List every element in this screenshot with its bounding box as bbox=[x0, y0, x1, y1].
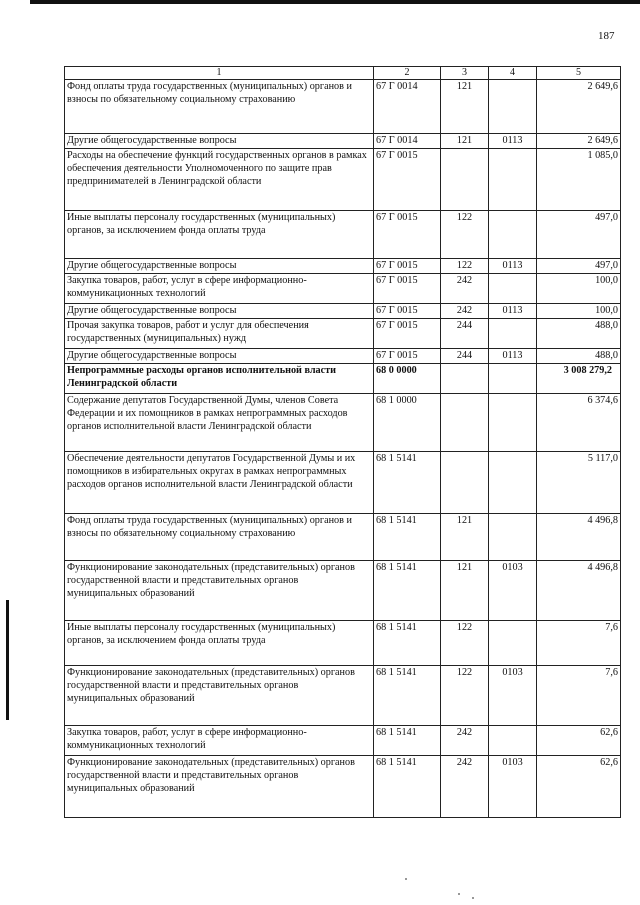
table-row bbox=[65, 134, 621, 149]
row-vr: 242 bbox=[441, 726, 489, 756]
row-amount: 4 496,8 bbox=[537, 561, 621, 621]
row-section bbox=[489, 274, 537, 304]
row-vr: 121 bbox=[441, 134, 489, 149]
row-amount: 3 008 279,2 bbox=[537, 364, 621, 394]
row-section bbox=[489, 726, 537, 756]
row-code: 67 Г 0015 bbox=[374, 149, 441, 211]
row-name: Функционирование законодательных (представительных) органов государственной власти и представительных органов муниципальных образований bbox=[65, 756, 374, 818]
row-code: 68 1 5141 bbox=[374, 452, 441, 514]
table-header-row bbox=[65, 67, 621, 80]
row-amount: 7,6 bbox=[537, 666, 621, 726]
header-col-4: 4 bbox=[489, 67, 537, 80]
header-col-5: 5 bbox=[537, 67, 621, 80]
scan-speck bbox=[472, 897, 474, 899]
row-name: Иные выплаты персоналу государственных (муниципальных) органов, за исключением фонда оплаты труда bbox=[65, 621, 374, 666]
row-code: 68 0 0000 bbox=[374, 364, 441, 394]
row-name: Другие общегосударственные вопросы bbox=[65, 349, 374, 364]
row-vr: 122 bbox=[441, 666, 489, 726]
row-section: 0113 bbox=[489, 304, 537, 319]
row-section bbox=[489, 452, 537, 514]
row-name: Иные выплаты персоналу государственных (муниципальных) органов, за исключением фонда оплаты труда bbox=[65, 211, 374, 259]
row-name: Другие общегосударственные вопросы bbox=[65, 134, 374, 149]
table-row bbox=[65, 304, 621, 319]
row-vr bbox=[441, 149, 489, 211]
row-vr: 121 bbox=[441, 514, 489, 561]
row-section bbox=[489, 394, 537, 452]
table-row bbox=[65, 452, 621, 514]
row-code: 67 Г 0015 bbox=[374, 319, 441, 349]
table-row bbox=[65, 621, 621, 666]
row-vr: 244 bbox=[441, 319, 489, 349]
row-amount: 62,6 bbox=[537, 756, 621, 818]
row-amount: 62,6 bbox=[537, 726, 621, 756]
table-row-bold bbox=[65, 364, 621, 394]
row-section bbox=[489, 211, 537, 259]
row-code: 67 Г 0015 bbox=[374, 304, 441, 319]
row-code: 68 1 5141 bbox=[374, 561, 441, 621]
row-amount: 100,0 bbox=[537, 274, 621, 304]
row-section bbox=[489, 149, 537, 211]
row-code: 68 1 5141 bbox=[374, 756, 441, 818]
row-name: Функционирование законодательных (представительных) органов государственной власти и представительных органов муниципальных образований bbox=[65, 666, 374, 726]
header-col-3: 3 bbox=[441, 67, 489, 80]
row-vr: 122 bbox=[441, 259, 489, 274]
row-name: Обеспечение деятельности депутатов Государственной Думы и их помощников в избирательных округах в рамках непрограммных расходов органов исполнительной власти Ленинградской области bbox=[65, 452, 374, 514]
table-row bbox=[65, 349, 621, 364]
row-code: 68 1 0000 bbox=[374, 394, 441, 452]
header-col-2: 2 bbox=[374, 67, 441, 80]
row-section: 0103 bbox=[489, 561, 537, 621]
table-row bbox=[65, 514, 621, 561]
table-row bbox=[65, 666, 621, 726]
row-name: Фонд оплаты труда государственных (муниципальных) органов и взносы по обязательному социальному страхованию bbox=[65, 514, 374, 561]
row-code: 67 Г 0014 bbox=[374, 80, 441, 134]
scan-speck bbox=[458, 893, 460, 895]
table-row bbox=[65, 561, 621, 621]
row-amount: 1 085,0 bbox=[537, 149, 621, 211]
row-code: 68 1 5141 bbox=[374, 621, 441, 666]
table-row bbox=[65, 259, 621, 274]
row-vr: 242 bbox=[441, 304, 489, 319]
scan-edge-bar bbox=[30, 0, 640, 4]
row-section bbox=[489, 621, 537, 666]
scan-speck bbox=[405, 878, 407, 880]
row-vr: 122 bbox=[441, 211, 489, 259]
row-code: 67 Г 0015 bbox=[374, 259, 441, 274]
row-code: 68 1 5141 bbox=[374, 514, 441, 561]
row-name: Расходы на обеспечение функций государственных органов в рамках обеспечения деятельности Уполномоченного по защите прав предпринимателей в Ленинградской области bbox=[65, 149, 374, 211]
row-amount: 4 496,8 bbox=[537, 514, 621, 561]
row-name: Непрограммные расходы органов исполнительной власти Ленинградской области bbox=[65, 364, 374, 394]
row-section bbox=[489, 514, 537, 561]
row-name: Фонд оплаты труда государственных (муниципальных) органов и взносы по обязательному социальному страхованию bbox=[65, 80, 374, 134]
row-amount: 5 117,0 bbox=[537, 452, 621, 514]
row-vr: 122 bbox=[441, 621, 489, 666]
row-name: Функционирование законодательных (представительных) органов государственной власти и представительных органов муниципальных образований bbox=[65, 561, 374, 621]
row-amount: 7,6 bbox=[537, 621, 621, 666]
row-code: 68 1 5141 bbox=[374, 726, 441, 756]
row-name: Прочая закупка товаров, работ и услуг для обеспечения государственных (муниципальных) нужд bbox=[65, 319, 374, 349]
row-vr bbox=[441, 394, 489, 452]
table-row bbox=[65, 149, 621, 211]
table-row bbox=[65, 274, 621, 304]
table-row bbox=[65, 319, 621, 349]
row-amount: 497,0 bbox=[537, 211, 621, 259]
row-code: 67 Г 0015 bbox=[374, 349, 441, 364]
budget-table bbox=[64, 66, 621, 818]
row-code: 67 Г 0014 bbox=[374, 134, 441, 149]
row-vr: 242 bbox=[441, 756, 489, 818]
row-vr: 121 bbox=[441, 80, 489, 134]
table-row bbox=[65, 80, 621, 134]
row-amount: 488,0 bbox=[537, 349, 621, 364]
row-section: 0113 bbox=[489, 134, 537, 149]
row-amount: 2 649,6 bbox=[537, 134, 621, 149]
row-section bbox=[489, 80, 537, 134]
row-code: 67 Г 0015 bbox=[374, 274, 441, 304]
row-section: 0113 bbox=[489, 349, 537, 364]
row-section bbox=[489, 364, 537, 394]
row-name: Другие общегосударственные вопросы bbox=[65, 304, 374, 319]
row-section: 0113 bbox=[489, 259, 537, 274]
row-name: Другие общегосударственные вопросы bbox=[65, 259, 374, 274]
row-vr bbox=[441, 364, 489, 394]
row-section: 0103 bbox=[489, 666, 537, 726]
row-name: Закупка товаров, работ, услуг в сфере информационно-коммуникационных технологий bbox=[65, 726, 374, 756]
row-amount: 488,0 bbox=[537, 319, 621, 349]
table-row bbox=[65, 394, 621, 452]
row-code: 68 1 5141 bbox=[374, 666, 441, 726]
row-name: Закупка товаров, работ, услуг в сфере информационно-коммуникационных технологий bbox=[65, 274, 374, 304]
row-name: Содержание депутатов Государственной Думы, членов Совета Федерации и их помощников в рамках непрограммных расходов органов исполнительной власти Ленинградской области bbox=[65, 394, 374, 452]
row-section bbox=[489, 319, 537, 349]
table-row bbox=[65, 726, 621, 756]
row-vr: 242 bbox=[441, 274, 489, 304]
header-col-1: 1 bbox=[65, 67, 374, 80]
table-row bbox=[65, 756, 621, 818]
row-section: 0103 bbox=[489, 756, 537, 818]
row-amount: 2 649,6 bbox=[537, 80, 621, 134]
row-amount: 497,0 bbox=[537, 259, 621, 274]
row-vr: 121 bbox=[441, 561, 489, 621]
row-amount: 100,0 bbox=[537, 304, 621, 319]
row-vr: 244 bbox=[441, 349, 489, 364]
table-row bbox=[65, 211, 621, 259]
row-amount: 6 374,6 bbox=[537, 394, 621, 452]
scan-margin-mark bbox=[6, 600, 9, 720]
page-number: 187 bbox=[598, 30, 615, 42]
row-vr bbox=[441, 452, 489, 514]
row-code: 67 Г 0015 bbox=[374, 211, 441, 259]
